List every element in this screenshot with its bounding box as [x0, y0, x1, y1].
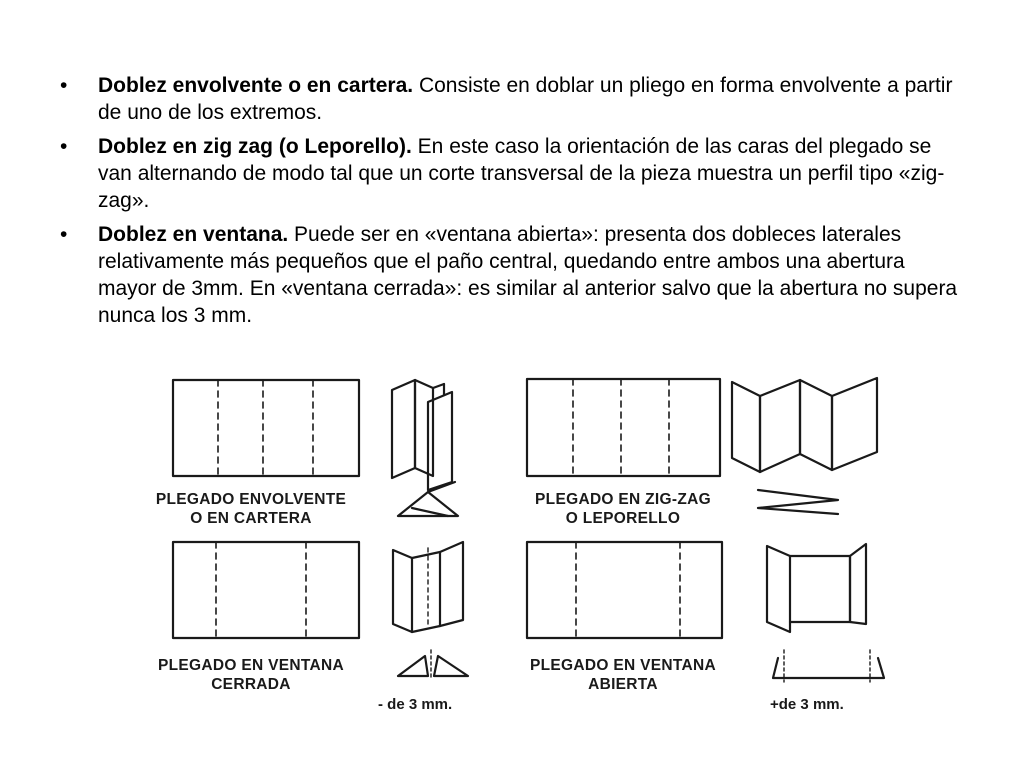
label-line: O EN CARTERA [190, 510, 312, 527]
bullet-dot: • [60, 74, 68, 97]
ventana-abierta-cross-section [773, 650, 884, 682]
bullet-title: Doblez en zig zag (o Leporello). [98, 135, 412, 158]
bullet-title: Doblez envolvente o en cartera. [98, 74, 414, 97]
label-line: PLEGADO EN ZIG-ZAG [535, 491, 711, 508]
label-ventana-abierta [498, 656, 748, 694]
ventana-cerrada-cross-section [398, 650, 468, 680]
bullet-text: Puede ser en «ventana abierta»: presenta dos dobleces laterales relativamente más pequeños que el paño central, quedando entre ambos una abertura mayor de 3mm. En «ventana cerrada»: es similar al anterior salvo que la abertura no supera nunca los 3 mm. [98, 223, 958, 327]
label-line: PLEGADO ENVOLVENTE [155, 491, 347, 508]
bullet-envolvente [60, 72, 960, 126]
bullet-text: Consiste en doblar un pliego en forma envolvente a partir de uno de los extremos. [98, 74, 953, 124]
measure-ventana-abierta: +de 3 mm. [770, 696, 844, 713]
bullet-dot: • [60, 223, 68, 246]
label-zigzag [498, 490, 748, 528]
label-line: ABIERTA [588, 676, 658, 693]
zigzag-flat-sheet [527, 379, 720, 476]
label-envolvente [122, 490, 380, 528]
bullet-list [60, 72, 960, 336]
bullet-text: En este caso la orientación de las caras del plegado se van alternando de modo tal que un corte transversal de la pieza muestra un perfil tipo «zig-zag». [98, 135, 945, 212]
bullet-title: Doblez en ventana. [98, 223, 289, 246]
zigzag-3d-fold [732, 378, 877, 472]
envolvente-3d-fold [392, 380, 452, 490]
bullet-zigzag [60, 133, 960, 214]
folding-diagrams [110, 362, 910, 722]
ventana-cerrada-3d-fold [393, 542, 463, 632]
label-ventana-cerrada [122, 656, 380, 694]
zigzag-cross-section [758, 490, 838, 514]
ventana-cerrada-flat-sheet [173, 542, 359, 638]
ventana-abierta-3d-fold [767, 544, 866, 632]
label-line: PLEGADO EN VENTANA [530, 657, 716, 674]
label-line: CERRADA [211, 676, 291, 693]
label-line: O LEPORELLO [565, 510, 681, 527]
bullet-ventana [60, 221, 960, 329]
label-line: PLEGADO EN VENTANA [158, 657, 344, 674]
ventana-abierta-flat-sheet [527, 542, 722, 638]
measure-ventana-cerrada: - de 3 mm. [378, 696, 453, 713]
envolvente-flat-sheet [173, 380, 359, 476]
bullet-dot: • [60, 135, 68, 158]
